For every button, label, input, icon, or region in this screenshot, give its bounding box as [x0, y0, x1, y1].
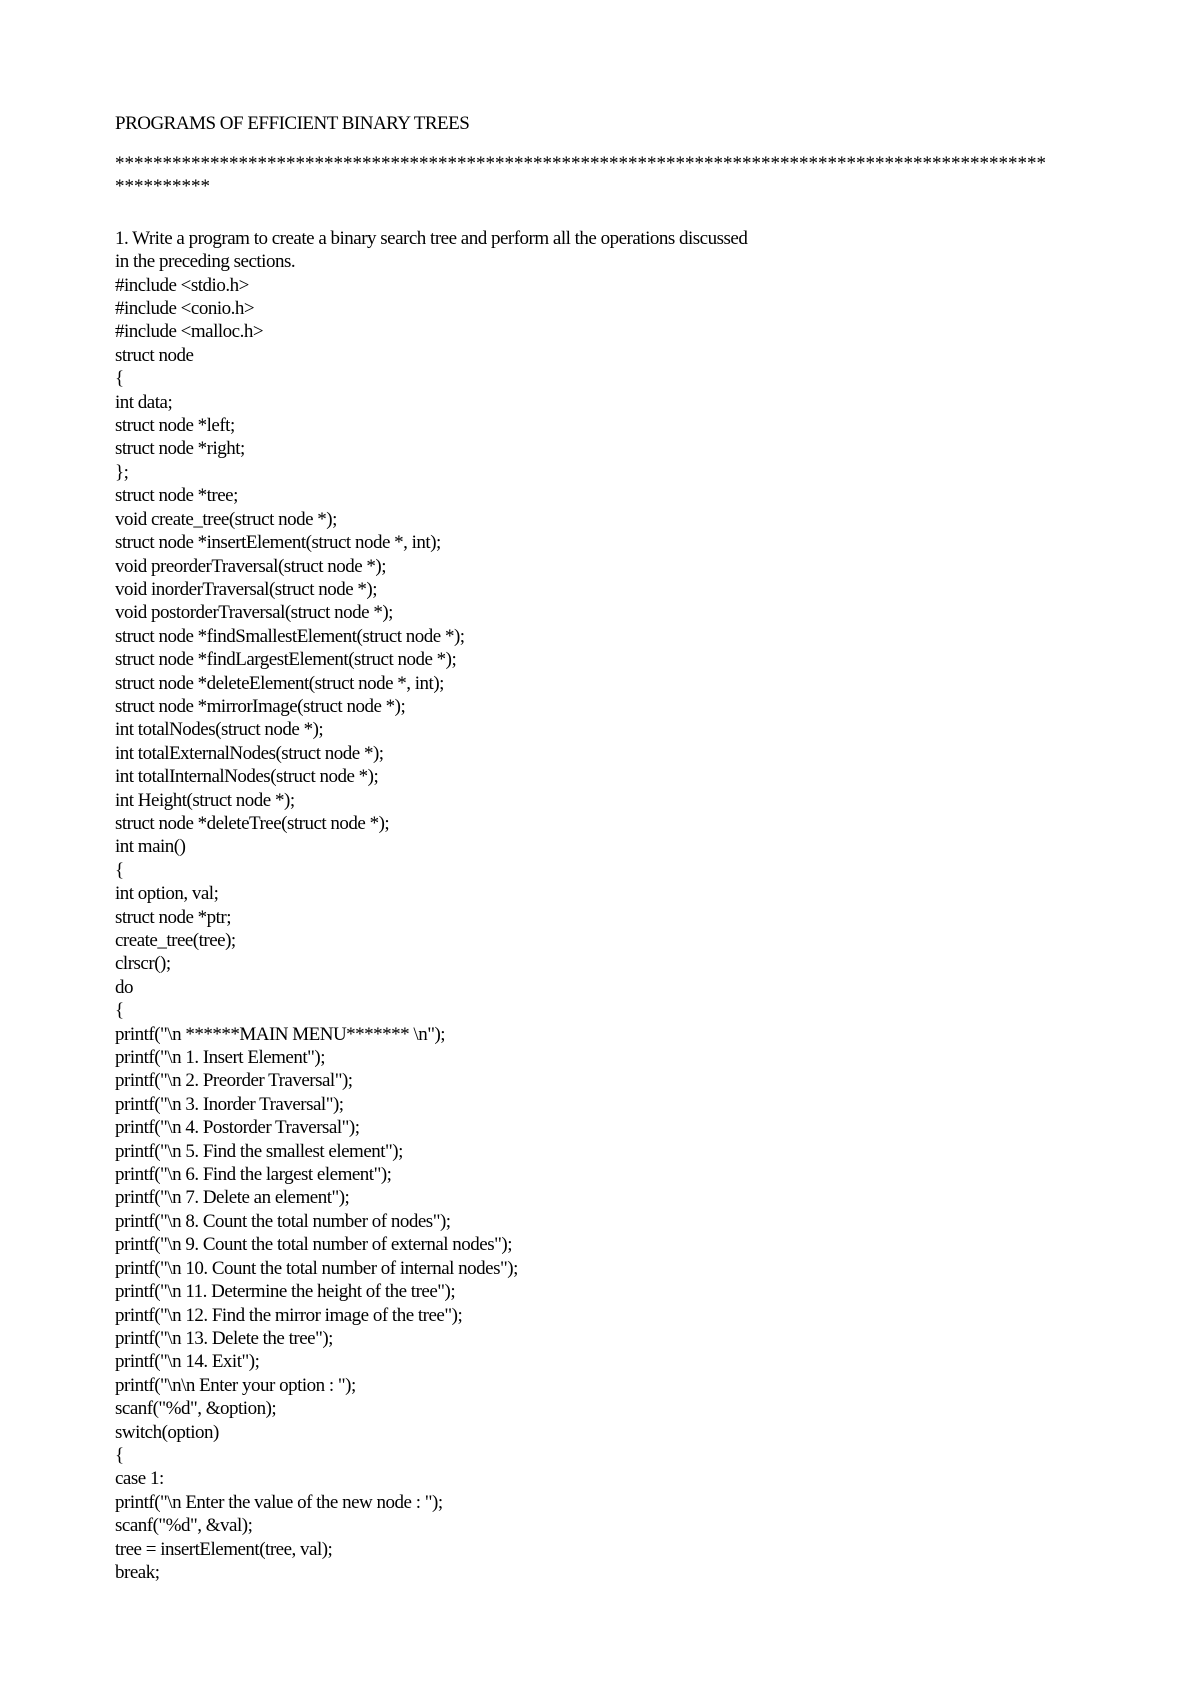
code-line: struct node *insertElement(struct node *, int);	[115, 532, 441, 554]
code-line: void create_tree(struct node *);	[115, 508, 337, 530]
code-line: struct node *left;	[115, 415, 235, 437]
separator-line: **************************************************************************************************	[115, 153, 1046, 174]
code-line: #include <malloc.h>	[115, 321, 264, 343]
code-line: int main()	[115, 836, 186, 858]
separator-line: **********	[115, 176, 210, 198]
code-line: printf("\n ******MAIN MENU******* \n");	[115, 1023, 446, 1045]
code-line: printf("\n 12. Find the mirror image of the tree");	[115, 1304, 463, 1326]
code-line: int totalNodes(struct node *);	[115, 719, 324, 741]
code-line: printf("\n 8. Count the total number of nodes");	[115, 1210, 451, 1232]
code-line: printf("\n 10. Count the total number of internal nodes");	[115, 1257, 518, 1279]
code-line: struct node *findSmallestElement(struct node *);	[115, 625, 465, 647]
code-line: scanf("%d", &option);	[115, 1398, 277, 1420]
code-line: printf("\n 2. Preorder Traversal");	[115, 1070, 353, 1092]
document-title: PROGRAMS OF EFFICIENT BINARY TREES	[115, 113, 470, 134]
code-line: {	[115, 859, 124, 881]
separator	[115, 152, 1115, 199]
code-line: printf("\n 9. Count the total number of external nodes");	[115, 1234, 512, 1256]
code-line: struct node *findLargestElement(struct node *);	[115, 649, 457, 671]
code-line: struct node *mirrorImage(struct node *);	[115, 695, 406, 717]
code-line: printf("\n 14. Exit");	[115, 1351, 260, 1373]
question-line: in the preceding sections.	[115, 251, 296, 273]
code-line: void inorderTraversal(struct node *);	[115, 578, 378, 600]
code-line: struct node *right;	[115, 438, 245, 460]
code-line: struct node *deleteTree(struct node *);	[115, 812, 390, 834]
question-text	[115, 227, 1115, 274]
document-body	[115, 112, 1115, 1584]
code-line: printf("\n 1. Insert Element");	[115, 1047, 326, 1069]
code-line: int data;	[115, 391, 173, 413]
code-line: tree = insertElement(tree, val);	[115, 1538, 333, 1560]
code-line: printf("\n 7. Delete an element");	[115, 1187, 350, 1209]
code-line: void postorderTraversal(struct node *);	[115, 602, 393, 624]
code-line: int Height(struct node *);	[115, 789, 295, 811]
code-line: create_tree(tree);	[115, 930, 236, 951]
question-line: 1. Write a program to create a binary search tree and perform all the operations discussed	[115, 227, 748, 249]
code-line: scanf("%d", &val);	[115, 1515, 253, 1537]
code-line: int option, val;	[115, 883, 219, 905]
code-line: do	[115, 976, 133, 998]
code-line: {	[115, 1444, 124, 1466]
code-line: printf("\n 3. Inorder Traversal");	[115, 1093, 344, 1115]
code-line: void preorderTraversal(struct node *);	[115, 555, 387, 577]
code-line: #include <stdio.h>	[115, 274, 249, 296]
code-line: case 1:	[115, 1468, 164, 1490]
code-listing	[115, 274, 1115, 1585]
code-line: break;	[115, 1561, 160, 1583]
code-line: struct node *ptr;	[115, 906, 232, 928]
code-line: int totalInternalNodes(struct node *);	[115, 766, 379, 788]
code-line: struct node *deleteElement(struct node *, int);	[115, 672, 444, 694]
code-line: clrscr();	[115, 953, 171, 975]
code-line: {	[115, 1000, 124, 1022]
code-line: int totalExternalNodes(struct node *);	[115, 742, 384, 764]
code-line: {	[115, 368, 124, 390]
code-line: printf("\n 13. Delete the tree");	[115, 1327, 333, 1349]
code-line: struct node	[115, 344, 194, 366]
code-line: printf("\n 11. Determine the height of the tree");	[115, 1281, 456, 1303]
code-line: printf("\n\n Enter your option : ");	[115, 1374, 356, 1396]
code-line: printf("\n Enter the value of the new node : ");	[115, 1491, 443, 1513]
code-line: };	[115, 461, 129, 483]
code-line: printf("\n 5. Find the smallest element");	[115, 1140, 403, 1162]
code-line: printf("\n 4. Postorder Traversal");	[115, 1117, 360, 1139]
code-line: switch(option)	[115, 1421, 219, 1443]
code-line: struct node *tree;	[115, 485, 238, 507]
code-line: printf("\n 6. Find the largest element");	[115, 1164, 392, 1186]
code-line: #include <conio.h>	[115, 298, 255, 320]
